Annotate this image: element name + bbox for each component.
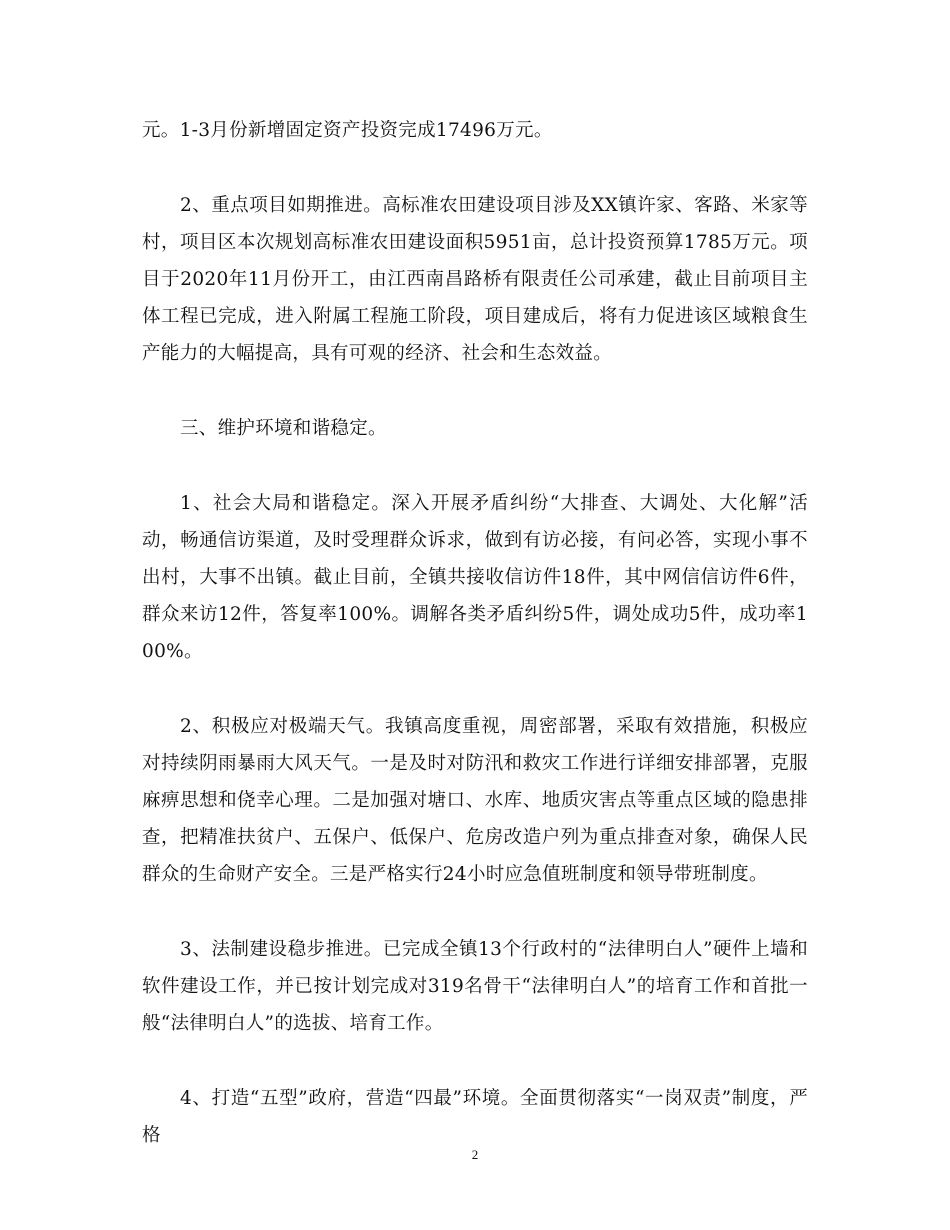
paragraph-spacer [142,149,808,187]
paragraph-social-stability: 1、社会大局和谐稳定。深入开展矛盾纠纷“大排查、大调处、大化解”活动，畅通信访渠道，及时受理群众诉求，做到有访必接，有问必答，实现小事不出村，大事不出镇。截止目前，全镇共接收信访件18件，其中网信信访件6件，群众来访12件，答复率100%。调解各类矛盾纠纷5件，调处成功5件，成功率100%。 [142,493,808,662]
paragraph-five-type-government: 4、打造“五型”政府，营造“四最”环境。全面贯彻落实“一岗双责”制度，严格 [142,1088,808,1146]
paragraph-extreme-weather: 2、积极应对极端天气。我镇高度重视，周密部署，采取有效措施，积极应对持续阴雨暴雨大风天气。一是及时对防汛和救灾工作进行详细安排部署，克服麻痹思想和侥幸心理。二是加强对塘口、水库、地质灾害点等重点区域的隐患排查，把精准扶贫户、五保户、低保户、危房改造户列为重点排查对象，确保人民群众的生命财产安全。三是严格实行24小时应急值班制度和领导带班制度。 [142,716,808,885]
paragraph-spacer [142,1042,808,1080]
document-body [142,112,808,1154]
section-heading-three: 三、维护环境和谐稳定。 [180,418,387,439]
paragraph-spacer [142,670,808,708]
paragraph-spacer [142,372,808,410]
paragraph-legal-construction: 3、法制建设稳步推进。已完成全镇13个行政村的“法律明白人”硬件上墙和软件建设工作，并已按计划完成对319名骨干“法律明白人”的培育工作和首批一般“法律明白人”的选拔、培育工作。 [142,939,808,1034]
paragraph-investment-continuation: 元。1-3月份新增固定资产投资完成17496万元。 [142,120,553,141]
paragraph-key-projects: 2、重点项目如期推进。高标准农田建设项目涉及XX镇许家、客路、米家等村，项目区本次规划高标准农田建设面积5951亩，总计投资预算1785万元。项目于2020年11月份开工，由江西南昌路桥有限责任公司承建，截止目前项目主体工程已完成，进入附属工程施工阶段，项目建成后，将有力促进该区域粮食生产能力的大幅提高，具有可观的经济、社会和生态效益。 [142,195,808,364]
page-number: 2 [471,1147,479,1162]
paragraph-spacer [142,447,808,485]
paragraph-spacer [142,893,808,931]
